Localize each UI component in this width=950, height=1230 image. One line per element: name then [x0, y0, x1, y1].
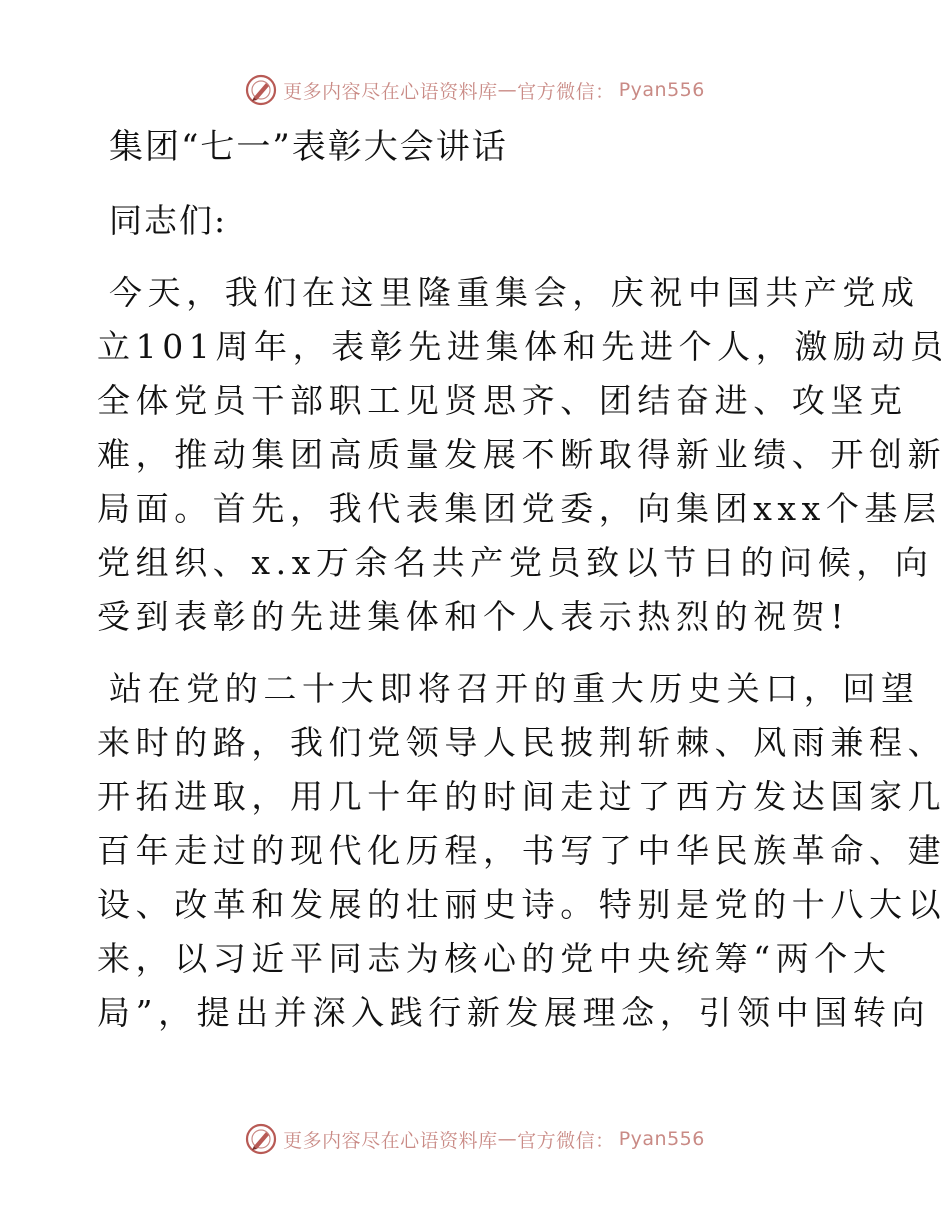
watermark-sub-text: 官方微信： — [517, 80, 615, 103]
paragraph-line: 全体党员干部职工见贤思齐、团结奋进、攻坚克 — [97, 381, 908, 420]
document-body — [97, 122, 949, 1058]
paragraph-line: 站在党的二十大即将召开的重大历史关口，回望 — [109, 669, 920, 708]
paragraph-line: 立101周年，表彰先进集体和先进个人，激励动员 — [97, 327, 949, 366]
paragraph-line: 来时的路，我们党领导人民披荆斩棘、风雨兼程、 — [97, 723, 947, 762]
pen-logo-icon — [245, 74, 277, 106]
watermark-separator: — — [497, 1128, 518, 1150]
paragraph-line: 受到表彰的先进集体和个人表示热烈的祝贺! — [97, 597, 850, 636]
paragraph-1 — [97, 266, 949, 644]
paragraph-line: 局”，提出并深入践行新发展理念，引领中国转向 — [97, 993, 931, 1032]
paragraph-line: 难，推动集团高质量发展不断取得新业绩、开创新 — [97, 435, 947, 474]
watermark-main-text: 更多内容尽在心语资料库 — [283, 1129, 498, 1152]
watermark-wechat-id: Pyan556 — [618, 79, 705, 101]
salutation: 同志们: — [109, 201, 228, 240]
watermark-main-text: 更多内容尽在心语资料库 — [283, 80, 498, 103]
watermark-separator: — — [497, 79, 518, 101]
pen-logo-icon — [245, 1123, 277, 1155]
watermark-header — [0, 70, 950, 110]
document-title: 集团“七一”表彰大会讲话 — [109, 127, 508, 167]
watermark-sub-text: 官方微信： — [517, 1129, 615, 1152]
paragraph-line: 百年走过的现代化历程，书写了中华民族革命、建 — [97, 831, 947, 870]
watermark-wechat-id: Pyan556 — [618, 1128, 705, 1150]
paragraph-line: 设、改革和发展的壮丽史诗。特别是党的十八大以 — [97, 885, 947, 924]
paragraph-line: 今天，我们在这里隆重集会，庆祝中国共产党成 — [109, 273, 920, 312]
paragraph-line: 来，以习近平同志为核心的党中央统筹“两个大 — [97, 939, 892, 978]
paragraph-line: 党组织、x.x万余名共产党员致以节日的问候，向 — [97, 543, 934, 582]
paragraph-line: 开拓进取，用几十年的时间走过了西方发达国家几 — [97, 777, 947, 816]
paragraph-2 — [97, 662, 947, 1040]
paragraph-line: 局面。首先，我代表集团党委，向集团xxx个基层 — [97, 489, 942, 528]
watermark-footer — [0, 1119, 950, 1159]
